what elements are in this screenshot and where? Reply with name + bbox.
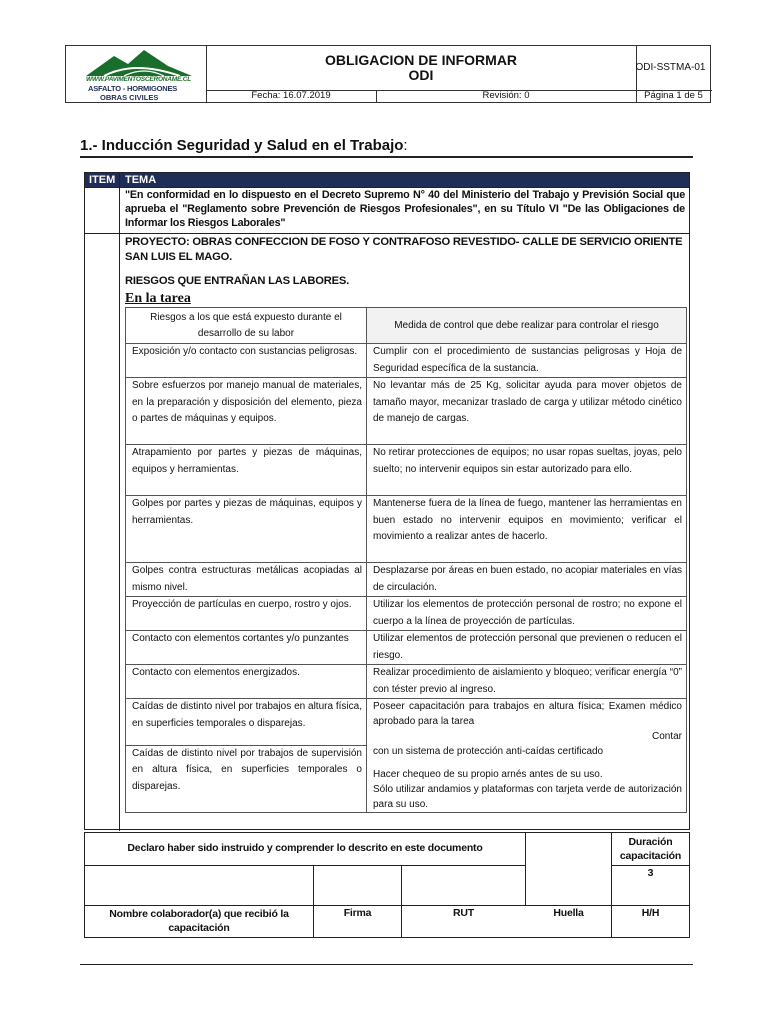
project-title: PROYECTO: OBRAS CONFECCION DE FOSO Y CONTRAFOSO REVESTIDO- CALLE DE SERVICIO ORIENTE SAN LUIS EL MAGO. [125, 236, 683, 263]
control-cell: No levantar más de 25 Kg, solicitar ayuda para mover objetos de tamaño mayor, mecanizar traslado de carga y utilizar método cinético de manejo de cargas. [367, 378, 687, 445]
row-divider [85, 233, 689, 234]
table-row [126, 597, 687, 631]
column-divider [525, 833, 526, 905]
col-nombre-label: Nombre colaborador(a) que recibió la capacitación [109, 908, 289, 934]
col-rut-label: RUT [453, 907, 474, 919]
risk-cell: Golpes por partes y piezas de máquinas, equipos y herramientas. [126, 496, 367, 563]
company-logo [66, 46, 207, 102]
control-text: Contar [651, 731, 682, 742]
control-cell: Cumplir con el procedimiento de sustancias peligrosas y Hoja de Seguridad específica de la sustancia. [367, 344, 687, 378]
title-line-2: ODI [408, 67, 434, 83]
table-row [126, 378, 687, 445]
risk-column-header: Riesgos a los que está expuesto durante el desarrollo de su labor [126, 308, 367, 344]
duration-label: Duración capacitación [619, 836, 682, 862]
risk-cell: Contacto con elementos cortantes y/o punzantes [126, 631, 367, 665]
control-cell: Realizar procedimiento de aislamiento y bloqueo; verificar energía “0” con téster previo al ingreso. [367, 665, 687, 699]
table-row [126, 699, 687, 746]
control-column-header: Medida de control que debe realizar para controlar el riesgo [367, 308, 687, 344]
title-line-1: OBLIGACION DE INFORMAR [324, 52, 518, 68]
control-text: Poseer capacitación para trabajos en altura física; Examen médico aprobado para la tarea [373, 701, 682, 727]
risks-heading: RIESGOS QUE ENTRAÑAN LAS LABORES. [125, 275, 350, 287]
page-number: Página 1 de 5 [644, 90, 703, 101]
document-header [65, 45, 711, 103]
main-table-header [85, 173, 689, 187]
control-cell [367, 699, 687, 813]
table-row [126, 344, 687, 378]
table-row [126, 563, 687, 597]
section-heading [80, 137, 408, 154]
column-divider [401, 865, 402, 937]
logo-tagline-1: ASFALTO - HORMIGONES [88, 84, 178, 93]
risk-cell: Proyección de partículas en cuerpo, rostro y ojos. [126, 597, 367, 631]
section-title: 1.- Inducción Seguridad y Salud en el Trabajo [80, 137, 404, 154]
table-row [126, 631, 687, 665]
table-row [126, 496, 687, 563]
risk-cell: Caídas de distinto nivel por trabajos en altura física, en superficies temporales o disparejas. [126, 699, 367, 746]
risk-table [125, 307, 687, 813]
control-text-block [373, 699, 682, 812]
control-cell: No retirar protecciones de equipos; no usar ropas sueltas, joyas, pelo suelto; no intervenir equipos sin estar autorizado para ello. [367, 445, 687, 496]
footer-rule [80, 964, 693, 965]
declaration-table [84, 832, 690, 938]
table-row [126, 665, 687, 699]
control-cell: Utilizar los elementos de protección personal de rostro; no expone el cuerpo a la línea de proyección de partículas. [367, 597, 687, 631]
logo-tagline-2: OBRAS CIVILES [100, 93, 159, 102]
row-divider [85, 865, 525, 866]
risk-cell: Sobre esfuerzos por manejo manual de materiales, en la preparación y disposición del elemento, pieza o partes de máquinas y equipos. [126, 378, 367, 445]
section-underline [80, 156, 693, 158]
risk-cell: Atrapamiento por partes y piezas de máquinas, equipos y herramientas. [126, 445, 367, 496]
col-item-header: ITEM [89, 174, 116, 186]
row-divider [611, 865, 689, 866]
control-spacer [373, 759, 682, 767]
document-title [206, 46, 636, 91]
control-text: Hacer chequeo de su propio arnés antes de su uso. [373, 769, 603, 780]
control-cell: Desplazarse por áreas en buen estado, no acopiar materiales en vías de circulación. [367, 563, 687, 597]
control-text: con un sistema de protección anti-caídas certificado [373, 746, 604, 757]
risk-cell: Exposición y/o contacto con sustancias peligrosas. [126, 344, 367, 378]
control-cell: Utilizar elementos de protección personal que previenen o reducen el riesgo. [367, 631, 687, 665]
duration-value: 3 [647, 867, 654, 879]
col-firma-label: Firma [343, 907, 372, 919]
declaration-statement: Declaro haber sido instruido y comprender lo descrito en este documento [127, 842, 483, 854]
mountain-road-logo-icon [84, 48, 194, 78]
document-code [636, 46, 712, 91]
task-subheading: En la tarea [125, 291, 191, 306]
risk-table-header [126, 308, 687, 344]
col-tema-header: TEMA [125, 174, 157, 186]
document-revision: Revisión: 0 [376, 90, 637, 102]
row-divider [85, 905, 689, 906]
table-row [126, 445, 687, 496]
section-colon: : [403, 137, 408, 154]
column-divider [313, 865, 314, 937]
col-hh-label: H/H [641, 907, 660, 919]
risk-cell: Contacto con elementos energizados. [126, 665, 367, 699]
risk-cell: Golpes contra estructuras metálicas acopiadas al mismo nivel. [126, 563, 367, 597]
control-text: Sólo utilizar andamios y plataformas con tarjeta verde de autorización para su uso. [373, 784, 682, 810]
control-cell: Mantenerse fuera de la línea de fuego, mantener las herramientas en buen estado no intervenir equipos en movimiento; verificar el movimiento a realizar antes de hacerlo. [367, 496, 687, 563]
logo-url: WWW.PAVIMENTOSCERONAME.CL [86, 76, 192, 83]
document-code-text: ODI-SSTMA-01 [635, 62, 706, 73]
legal-intro-text: "En conformidad en lo dispuesto en el Decreto Supremo N° 40 del Ministerio del Trabajo y Previsión Social que aprueba el "Reglamento sobre Prevención de Riesgos Profesionales", en su Título VI "De las Obligaciones de Informar los Riesgos Laborales" [125, 189, 685, 229]
col-huella-label: Huella [553, 907, 584, 919]
item-column-divider [119, 173, 120, 831]
document-date: Fecha: 16.07.2019 [206, 90, 377, 102]
risk-cell: Caídas de distinto nivel por trabajos de supervisión en altura física, en superficies temporales o disparejas. [126, 745, 367, 812]
